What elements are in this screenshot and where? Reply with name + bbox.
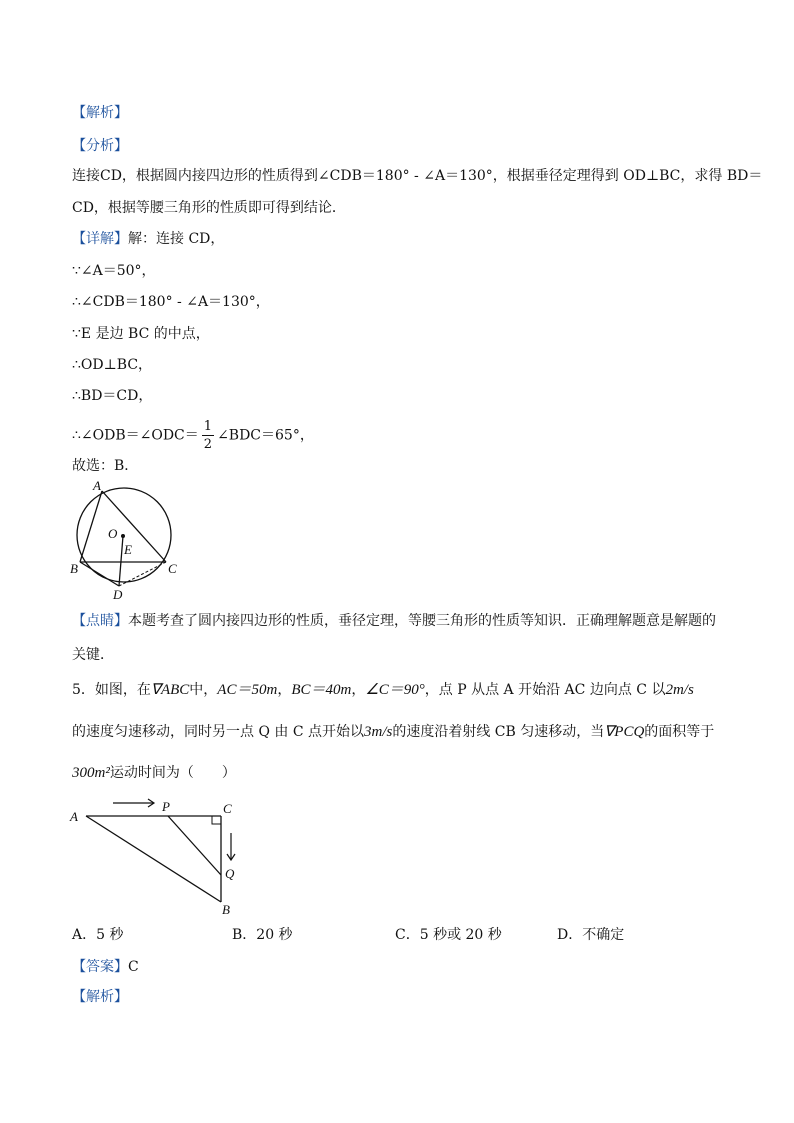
- label-Q: Q: [225, 866, 235, 881]
- detail-line: [72, 229, 224, 249]
- q5-bc-length: BC＝40m: [291, 682, 352, 698]
- label-O: O: [108, 526, 118, 541]
- label-P: P: [162, 799, 170, 814]
- section-heading-answer: 【答案】: [72, 959, 128, 975]
- q5-text-g: 的速度沿着射线 CB 匀速移动，当: [392, 724, 605, 740]
- section-heading-dianjing: 【点睛】: [72, 613, 128, 629]
- proof-step-4: ∴OD⊥BC，: [72, 357, 153, 373]
- label-A: A: [70, 809, 78, 824]
- question5-line-1: [72, 680, 694, 700]
- segment-BD: [80, 562, 119, 586]
- analysis-line-1: 连接CD，根据圆内接四边形的性质得到∠CDB＝180° - ∠A＝130°，根据垂径定理得到 OD⊥BC，求得 BD＝: [72, 168, 763, 184]
- q5-triangle-pcq: ∇PCQ: [604, 724, 645, 740]
- label-B: B: [70, 561, 78, 576]
- q5-ac-length: AC＝50m: [217, 682, 278, 698]
- q5-text-a: 5．如图，在: [72, 682, 151, 698]
- q5-area: 300m²: [72, 765, 110, 781]
- proof-step-2: ∴∠CDB＝180° - ∠A＝130°，: [72, 294, 270, 310]
- option-a: A．5 秒: [72, 927, 124, 943]
- circle-figure: [62, 478, 187, 606]
- detail-text: 解：连接 CD，: [128, 231, 225, 247]
- label-A: A: [93, 478, 101, 493]
- option-b: B．20 秒: [232, 927, 293, 943]
- label-C: C: [168, 561, 177, 576]
- label-E: E: [124, 542, 132, 557]
- right-angle-mark: [212, 816, 221, 824]
- section-heading-jiexi-2: 【解析】: [72, 989, 128, 1005]
- step6-post: ∠BDC＝65°，: [217, 427, 314, 444]
- proof-step-5: ∴BD＝CD，: [72, 388, 153, 404]
- option-c: C．5 秒或 20 秒: [395, 927, 502, 943]
- triangle-figure: [68, 795, 248, 917]
- proof-step-6: [72, 418, 314, 453]
- option-d: D．不确定: [557, 927, 625, 943]
- q5-text-i: 运动时间为（ ）: [109, 765, 236, 781]
- section-heading-fenxi: 【分析】: [72, 138, 128, 154]
- dianjing-line-2: 关键．: [72, 647, 114, 663]
- q5-text-f: 的速度匀速移动，同时另一点 Q 由 C 点开始以: [72, 724, 364, 740]
- segment-PQ: [168, 816, 221, 875]
- section-heading-jiexi: 【解析】: [72, 105, 128, 121]
- dianjing-text: 本题考查了圆内接四边形的性质，垂径定理，等腰三角形的性质等知识．正确理解题意是解题的: [128, 613, 716, 629]
- q5-speed-p: 2m/s: [665, 682, 694, 698]
- section-heading-detail: 【详解】: [72, 231, 128, 247]
- segment-AB: [86, 816, 221, 902]
- label-B: B: [222, 902, 230, 917]
- proof-step-1: ∵∠A＝50°，: [72, 263, 156, 279]
- question5-line-3: [72, 763, 236, 783]
- answer-choice-line: 故选：B．: [72, 458, 139, 474]
- question5-line-2: [72, 722, 714, 742]
- q5-angle-c: ∠C＝90°: [365, 682, 425, 698]
- q5-text-d: ，: [351, 682, 366, 698]
- q5-text-h: 的面积等于: [644, 724, 715, 740]
- fraction-half: [202, 418, 214, 453]
- segment-OD: [119, 536, 123, 586]
- q5-triangle-abc: ∇ABC: [150, 682, 190, 698]
- step6-pre: ∴∠ODB＝∠ODC＝: [72, 427, 199, 444]
- label-D: D: [113, 587, 123, 602]
- answer-line: [72, 957, 139, 977]
- q5-text-e: ，点 P 从点 A 开始沿 AC 边向点 C 以: [424, 682, 666, 698]
- fraction-denominator: 2: [203, 437, 213, 452]
- analysis-line-2: CD，根据等腰三角形的性质即可得到结论．: [72, 200, 346, 216]
- q5-speed-q: 3m/s: [364, 724, 393, 740]
- center-point: [121, 534, 125, 538]
- dianjing-line-1: [72, 611, 716, 631]
- proof-step-3: ∵E 是边 BC 的中点，: [72, 326, 210, 342]
- fraction-numerator: 1: [203, 419, 213, 434]
- q5-text-b: 中，: [189, 682, 218, 698]
- answer-value: C: [128, 959, 139, 975]
- q5-text-c: ，: [277, 682, 292, 698]
- label-C: C: [223, 801, 232, 816]
